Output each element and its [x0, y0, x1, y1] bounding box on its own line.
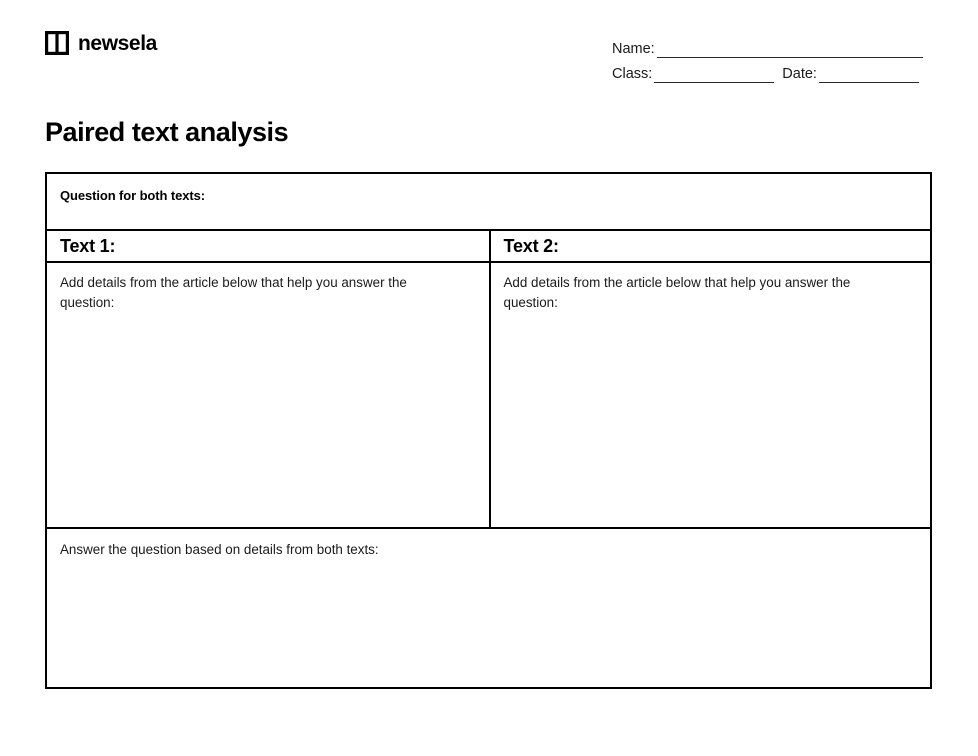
answer-cell[interactable]	[47, 529, 930, 687]
answer-row	[47, 529, 930, 687]
name-label: Name:	[612, 41, 655, 57]
brand-wordmark: newsela	[78, 31, 157, 55]
name-input[interactable]	[657, 42, 923, 58]
text-headings-row	[47, 231, 930, 263]
class-input[interactable]	[654, 67, 774, 83]
text-1-heading-cell	[47, 231, 489, 261]
text-1-details-cell[interactable]	[47, 263, 489, 527]
answer-prompt-label: Answer the question based on details from both texts:	[60, 542, 379, 557]
page-title: Paired text analysis	[45, 117, 289, 148]
date-input[interactable]	[819, 67, 919, 83]
question-row	[47, 174, 930, 231]
question-prompt-label: Question for both texts:	[60, 188, 205, 203]
text-2-details-cell[interactable]	[489, 263, 931, 527]
details-row	[47, 263, 930, 529]
newsela-book-logo-icon	[45, 31, 69, 55]
student-info-fields	[612, 33, 932, 83]
newsela-brand	[45, 31, 157, 55]
page-header	[0, 0, 978, 92]
class-label: Class:	[612, 66, 653, 82]
text-2-heading: Text 2:	[503, 236, 559, 256]
text-1-heading: Text 1:	[60, 236, 116, 256]
date-label: Date:	[782, 66, 817, 82]
text-2-heading-cell	[489, 231, 931, 261]
text-2-prompt-label: Add details from the article below that help you answer the question:	[503, 275, 851, 310]
name-field-row	[612, 33, 932, 58]
class-date-field-row	[612, 58, 932, 83]
question-cell[interactable]	[47, 174, 930, 229]
paired-text-analysis-table	[45, 172, 932, 689]
text-1-prompt-label: Add details from the article below that help you answer the question:	[60, 275, 407, 310]
